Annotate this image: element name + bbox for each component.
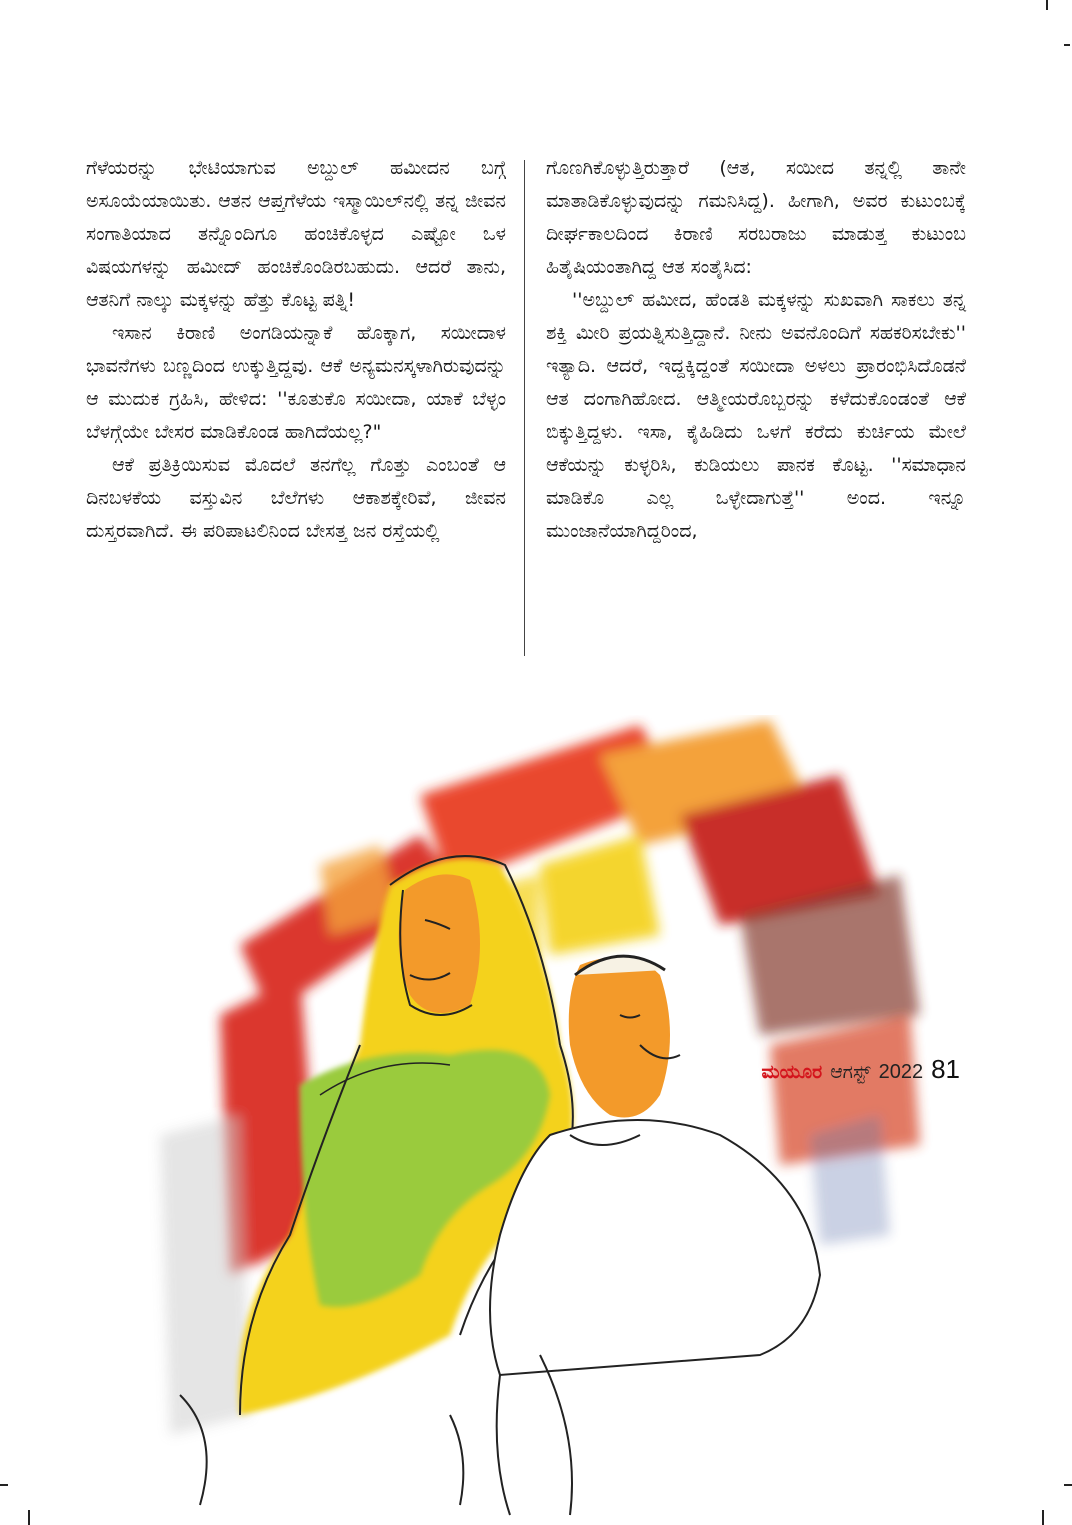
paragraph: ''ಅಬ್ದುಲ್ ಹಮೀದ, ಹೆಂಡತಿ ಮಕ್ಕಳನ್ನು ಸುಖವಾಗಿ ಸಾಕಲು ತನ್ನ ಶಕ್ತಿ ಮೀರಿ ಪ್ರಯತ್ನಿಸುತ್ತಿದ್ದಾನೆ. ನೀನು ಅವನೊಂದಿಗೆ ಸಹಕರಿಸಬೇಕು'' ಇತ್ಯಾದಿ. ಆದರೆ, ಇದ್ದಕ್ಕಿದ್ದಂತೆ ಸಯೀದಾ ಅಳಲು ಪ್ರಾರಂಭಿಸಿದೊಡನೆ ಆತ ದಂಗಾಗಿಹೋದ. ಆತ್ಮೀಯರೊಬ್ಬರನ್ನು ಕಳೆದುಕೊಂಡಂತೆ ಆಕೆ ಬಿಕ್ಕುತ್ತಿದ್ದಳು. ಇಸಾ, ಕೈಹಿಡಿದು ಒಳಗೆ ಕರೆದು ಕುರ್ಚಿಯ ಮೇಲೆ ಆಕೆಯನ್ನು ಕುಳ್ಳರಿಸಿ, ಕುಡಿಯಲು ಪಾನಕ ಕೊಟ್ಟ. ''ಸಮಾಧಾನ ಮಾಡಿಕೊ ಎಲ್ಲ ಒಳ್ಳೇದಾಗುತ್ತೆ'' ಅಂದ. ಇನ್ನೂ ಮುಂಜಾನೆಯಾಗಿದ್ದರಿಂದ, — [546, 289, 966, 542]
article-body — [86, 152, 974, 708]
paragraph: ಆಕೆ ಪ್ರತಿಕ್ರಿಯಿಸುವ ಮೊದಲೆ ತನಗೆಲ್ಲ ಗೊತ್ತು ಎಂಬಂತೆ ಆ ದಿನಬಳಕೆಯ ವಸ್ತುವಿನ ಬೆಲೆಗಳು ಆಕಾಶಕ್ಕೇರಿವೆ, ಜೀವನ ದುಸ್ತರವಾಗಿದೆ. ಈ ಪರಿಪಾಟಲಿನಿಂದ ಬೇಸತ್ತ ಜನ ರಸ್ತೆಯಲ್ಲಿ — [86, 454, 506, 542]
paragraph: ಇಸಾನ ಕಿರಾಣಿ ಅಂಗಡಿಯನ್ನಾಕೆ ಹೊಕ್ಕಾಗ, ಸಯೀದಾಳ ಭಾವನೆಗಳು ಬಣ್ಣದಿಂದ ಉಕ್ಕುತ್ತಿದ್ದವು. ಆಕೆ ಅನ್ಯಮನಸ್ಕಳಾಗಿರುವುದನ್ನು ಆ ಮುದುಕ ಗ್ರಹಿಸಿ, ಹೇಳಿದ: ''ಕೂತುಕೊ ಸಯೀದಾ, ಯಾಕೆ ಬೆಳ್ಳಂ ಬೆಳಗ್ಗೆಯೇ ಬೇಸರ ಮಾಡಿಕೊಂಡ ಹಾಗಿದೆಯಲ್ಲ?" — [86, 322, 506, 443]
crop-mark-bottom-left — [28, 1510, 30, 1525]
story-illustration — [120, 715, 960, 1525]
page-number: 81 — [931, 1054, 960, 1084]
magazine-brand: ಮಯೂರ — [761, 1061, 823, 1083]
paragraph: ಗೆಳೆಯರನ್ನು ಭೇಟಿಯಾಗುವ ಅಬ್ದುಲ್ ಹಮೀದನ ಬಗ್ಗೆ ಅಸೂಯೆಯಾಯಿತು. ಆತನ ಆಪ್ತಗೆಳೆಯ ಇಸ್ಮಾಯಿಲ್‌ನಲ್ಲಿ ತನ್ನ ಜೀವನ ಸಂಗಾತಿಯಾದ ತನ್ನೊಂದಿಗೂ ಹಂಚಿಕೊಳ್ಳದ ಎಷ್ಟೋ ಒಳ ವಿಷಯಗಳನ್ನು ಹಮೀದ್ ಹಂಚಿಕೊಂಡಿರಬಹುದು. ಆದರೆ ತಾನು, ಆತನಿಗೆ ನಾಲ್ಕು ಮಕ್ಕಳನ್ನು ಹೆತ್ತು ಕೊಟ್ಟ ಪತ್ನಿ! — [86, 157, 506, 311]
page-footer — [762, 1054, 960, 1085]
crop-mark-bottom-right-dash — [1064, 1484, 1072, 1486]
article-column-right — [546, 152, 966, 548]
crop-mark-bottom-left-dash — [0, 1484, 8, 1486]
crop-mark-top-right — [1046, 0, 1048, 10]
crop-mark-bottom-right — [1042, 1510, 1044, 1525]
crop-mark-top-right-dash — [1064, 44, 1070, 46]
column-divider — [524, 160, 525, 656]
article-column-left — [86, 152, 506, 548]
issue-year: 2022 — [878, 1061, 924, 1083]
issue-month: ಆಗಸ್ಟ್ — [830, 1061, 871, 1083]
paragraph: ಗೊಣಗಿಕೊಳ್ಳುತ್ತಿರುತ್ತಾರೆ (ಆತ, ಸಯೀದ ತನ್ನಲ್ಲಿ ತಾನೇ ಮಾತಾಡಿಕೊಳ್ಳುವುದನ್ನು ಗಮನಿಸಿದ್ದ). ಹೀಗಾಗಿ, ಅವರ ಕುಟುಂಬಕ್ಕೆ ದೀರ್ಘಕಾಲದಿಂದ ಕಿರಾಣಿ ಸರಬರಾಜು ಮಾಡುತ್ತ ಕುಟುಂಬ ಹಿತೈಷಿಯಂತಾಗಿದ್ದ ಆತ ಸಂತೈಸಿದ: — [546, 157, 966, 278]
